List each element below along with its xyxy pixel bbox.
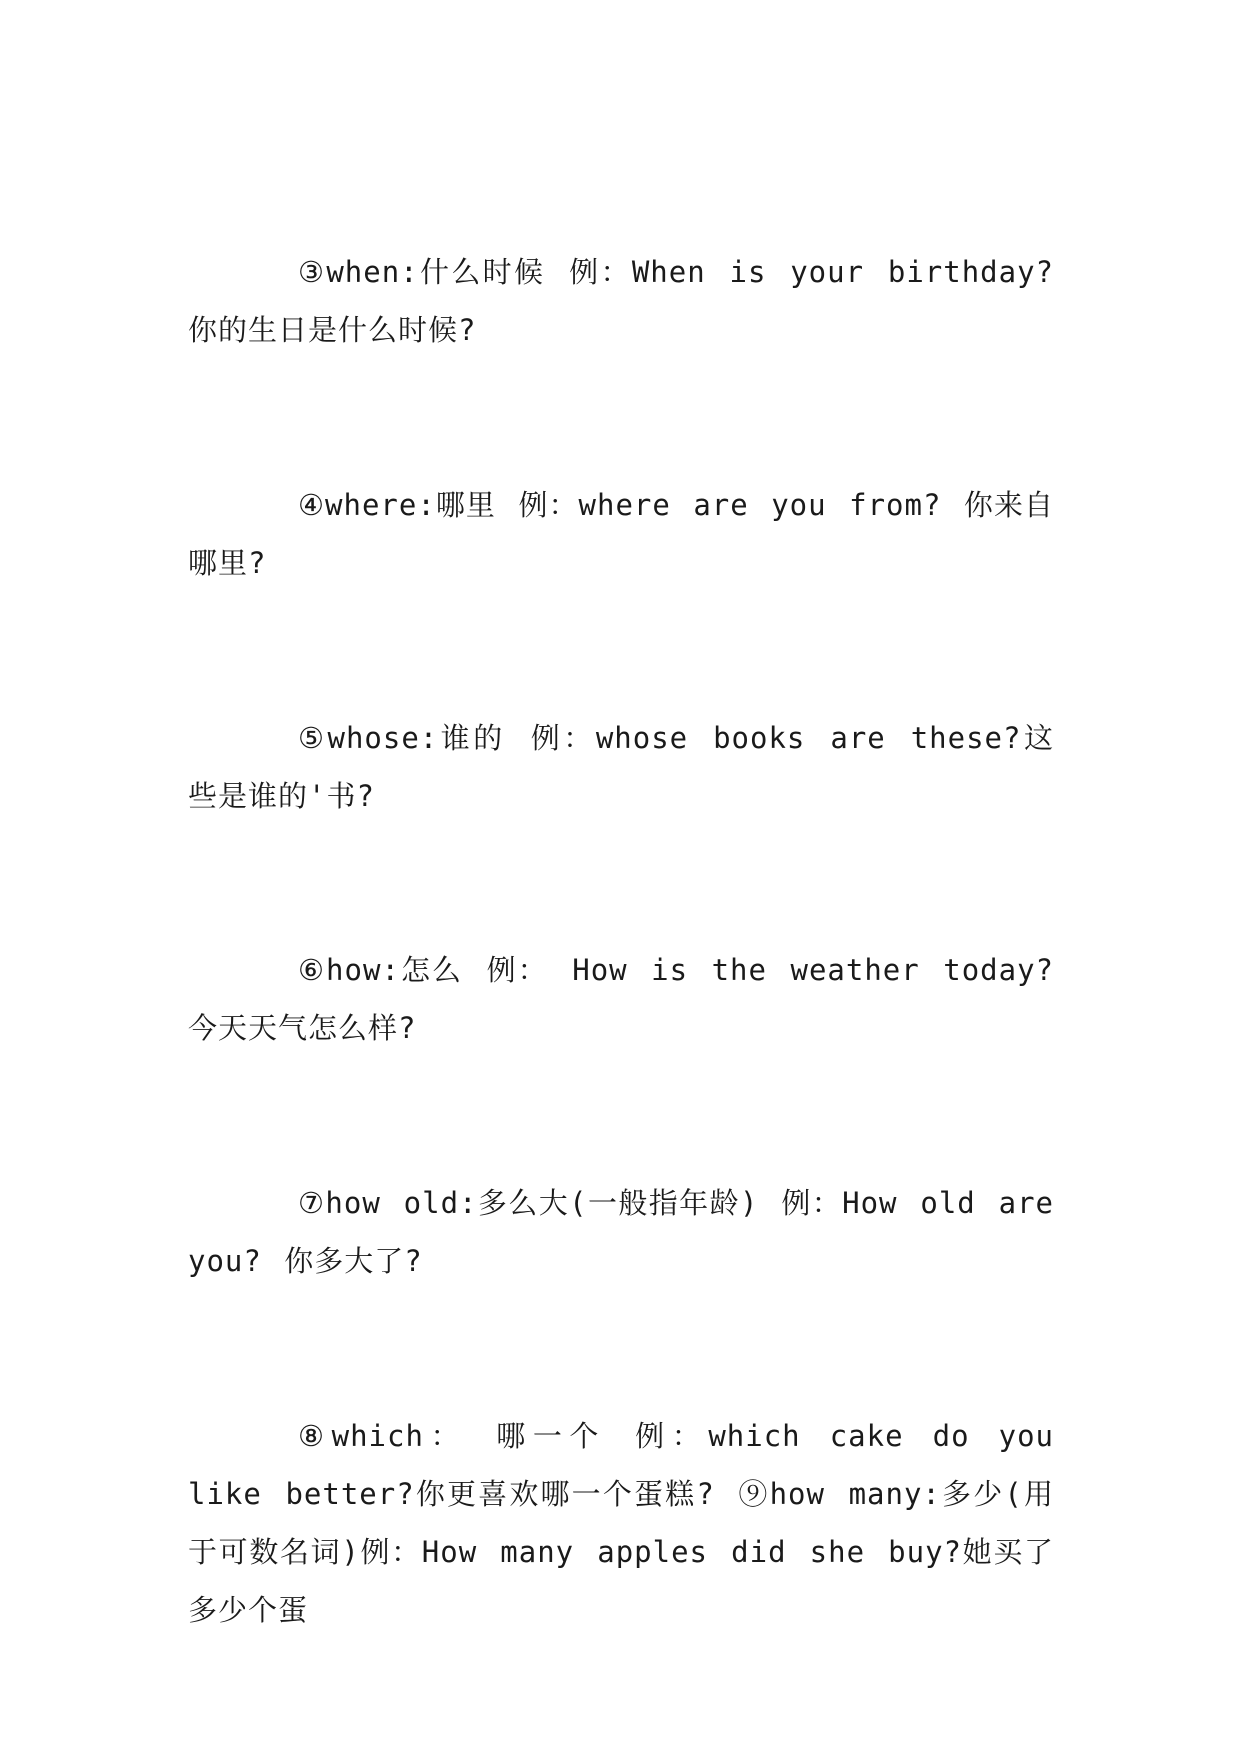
paragraph-where: ④where:哪里 例：where are you from? 你来自哪里? [188,488,1054,580]
paragraph-whose: ⑤whose:谁的 例：whose books are these?这些是谁的'书? [188,721,1054,813]
paragraph-how: ⑥how:怎么 例： How is the weather today? 今天天气怎么样? [188,953,1054,1045]
paragraph-how-old: ⑦how old:多么大(一般指年龄) 例：How old are you? 你多大了? [188,1186,1054,1278]
paragraph-when: ③when:什么时候 例：When is your birthday? 你的生日是什么时候? [188,255,1054,347]
paragraph-which-how-many: ⑧which： 哪一个 例：which cake do you like better?你更喜欢哪一个蛋糕? ⑨how many:多少(用于可数名词)例：How many apples did she buy?她买了多少个蛋 [188,1419,1054,1627]
